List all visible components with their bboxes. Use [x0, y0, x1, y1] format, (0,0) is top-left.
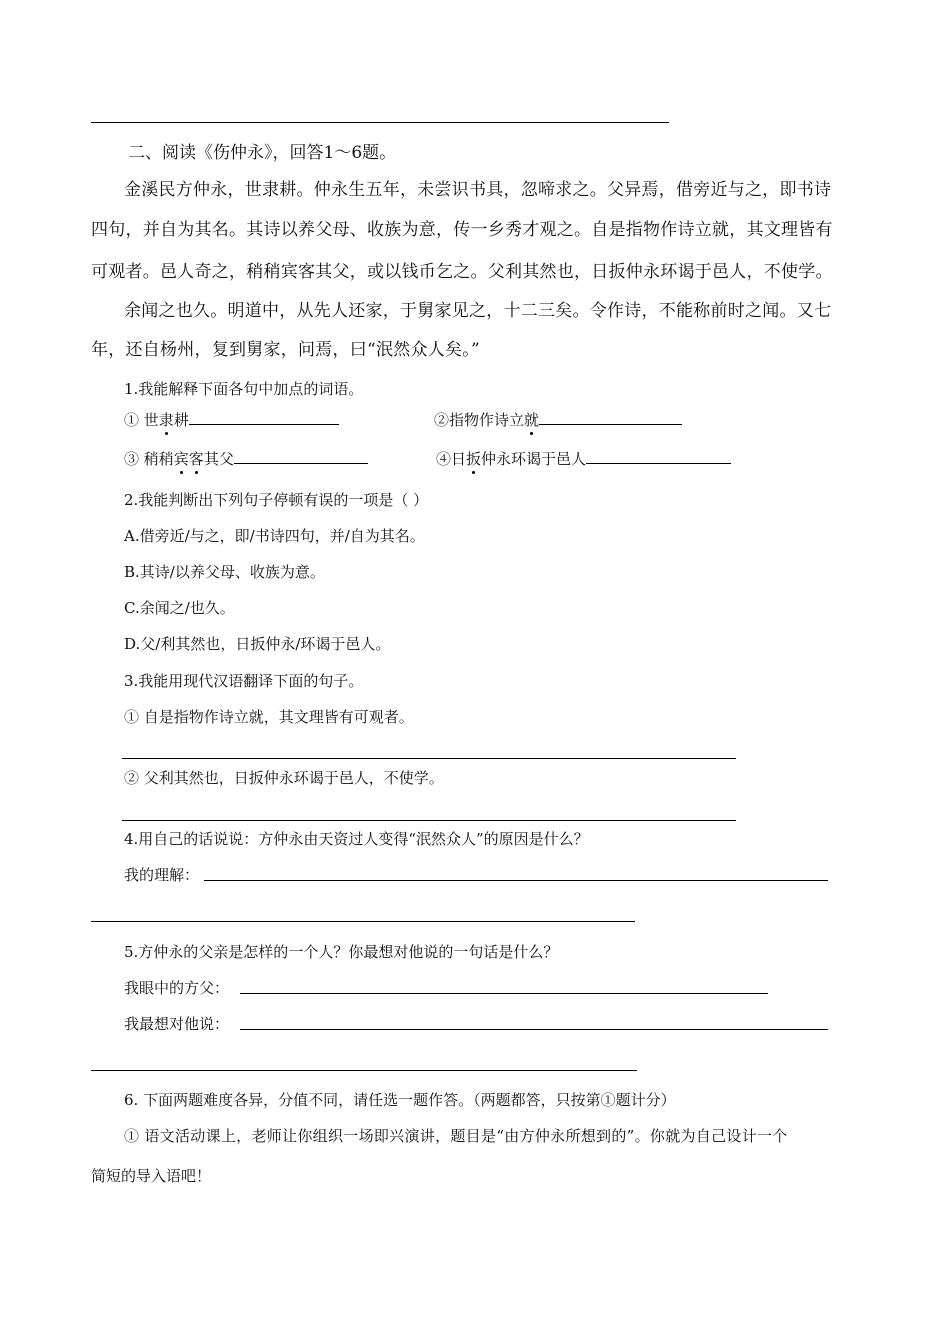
q2-option-c[interactable]: C.余闻之/也久。	[124, 599, 235, 617]
q5-answer-line-2[interactable]	[240, 1029, 828, 1030]
q3-sentence-1: ① 自是指物作诗立就，其文理皆有可观者。	[124, 708, 414, 726]
q2-option-d[interactable]: D.父/利其然也，日扳仲永/环谒于邑人。	[124, 635, 391, 653]
q2-option-a[interactable]: A.借旁近/与之，即/书诗四句，并/自为其名。	[124, 527, 425, 545]
q4-prompt: 4.用自己的话说说：方仲永由天资过人变得“泯然众人”的原因是什么？	[124, 830, 589, 848]
q1-item-1-pre: ① 世	[124, 411, 159, 429]
q2-prompt: 2.我能判断出下列句子停顿有误的一项是（ ）	[124, 491, 429, 509]
q1-item-2-pre: ②指物作诗立	[434, 411, 525, 429]
q1-item-4-dotted-word: 扳	[466, 450, 482, 468]
q4-answer-line-2[interactable]	[91, 921, 635, 922]
passage-line: 四句，并自为其名。其诗以养父母、收族为意，传一乡秀才观之。自是指物作诗立就，其文理皆有	[91, 220, 833, 240]
q3-answer-line-1[interactable]	[122, 758, 736, 759]
q1-item-3	[124, 449, 368, 469]
q1-item-4	[436, 449, 731, 469]
q1-item-1-dotted-word: 隶	[158, 411, 174, 429]
q6-option-1-line-2: 简短的导入语吧！	[91, 1167, 212, 1185]
q5-prompt: 5.方仲永的父亲是怎样的一个人？你最想对他说的一句话是什么？	[124, 943, 559, 961]
q4-label: 我的理解：	[124, 866, 200, 884]
q3-sentence-2: ② 父利其然也，日扳仲永环谒于邑人，不使学。	[124, 769, 444, 787]
q3-answer-line-2[interactable]	[122, 820, 736, 821]
q6-option-1-line-1: ① 语文活动课上，老师让你组织一场即兴演讲，题目是“由方仲永所想到的”。你就为自己设计一个	[124, 1127, 788, 1145]
q1-item-2-dotted-word: 就	[524, 411, 540, 429]
q4-answer-line-1[interactable]	[204, 880, 828, 881]
q1-item-4-pre: ④日	[436, 450, 467, 468]
q1-item-4-answer-blank[interactable]	[586, 449, 731, 464]
q1-item-4-post: 仲永环谒于邑人	[481, 450, 587, 468]
q6-prompt: 6. 下面两题难度各异，分值不同，请任选一题作答。（两题都答，只按第①题计分）	[124, 1091, 676, 1109]
q1-item-3-pre: ③ 稍稍	[124, 450, 174, 468]
q1-item-3-dotted-word-2: 客	[188, 450, 204, 468]
q1-item-1-post: 耕	[173, 411, 189, 429]
q1-item-1	[124, 410, 339, 430]
passage-line: 余闻之也久。明道中，从先人还家，于舅家见之，十二三矣。令作诗，不能称前时之闻。又七	[124, 301, 832, 321]
q1-item-2	[434, 410, 682, 430]
q1-item-2-answer-blank[interactable]	[539, 410, 682, 425]
top-rule	[91, 122, 669, 123]
q1-item-3-post: 其父	[203, 450, 234, 468]
q5-label-2: 我最想对他说：	[124, 1015, 230, 1033]
q2-option-b[interactable]: B.其诗/以养父母、收族为意。	[124, 563, 325, 581]
section-heading: 二、阅读《伤仲永》，回答1～6题。	[128, 143, 397, 163]
q1-item-3-dotted-word: 宾	[173, 450, 189, 468]
passage-line: 可观者。邑人奇之，稍稍宾客其父，或以钱币乞之。父利其然也，日扳仲永环谒于邑人，不使学。	[91, 262, 833, 282]
q5-answer-line-1[interactable]	[240, 993, 768, 994]
q3-prompt: 3.我能用现代汉语翻译下面的句子。	[124, 672, 364, 690]
q5-answer-line-3[interactable]	[91, 1070, 637, 1071]
q1-item-1-answer-blank[interactable]	[189, 410, 339, 425]
q1-item-3-answer-blank[interactable]	[234, 449, 368, 464]
passage-line: 年，还自杨州，复到舅家，问焉，曰“泯然众人矣。”	[91, 340, 480, 360]
q5-label-1: 我眼中的方父：	[124, 979, 230, 997]
passage-line: 金溪民方仲永，世隶耕。仲永生五年，未尝识书具，忽啼求之。父异焉，借旁近与之，即书诗	[124, 180, 832, 200]
q1-prompt: 1.我能解释下面各句中加点的词语。	[124, 380, 364, 398]
